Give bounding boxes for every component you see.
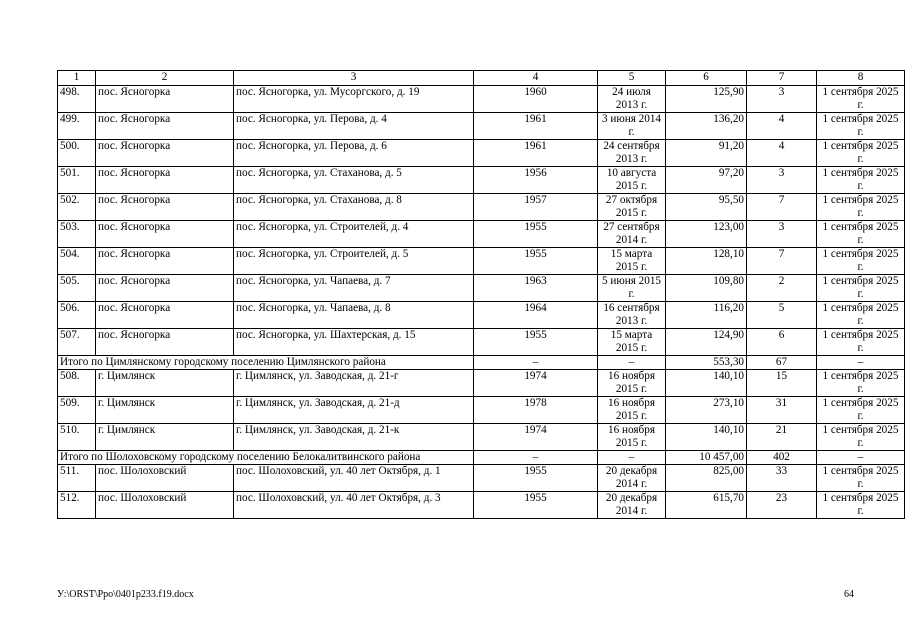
settlement: пос. Ясногорка [96, 302, 234, 329]
area: 91,20 [666, 140, 747, 167]
table-row [58, 248, 905, 275]
deadline: 1 сентября 2025 г. [817, 167, 905, 194]
area: 95,50 [666, 194, 747, 221]
row-number: 502. [58, 194, 96, 221]
subtotal-label: Итого по Цимлянскому городскому поселению Цимлянского района [58, 356, 474, 370]
survey-date: 27 октября 2015 г. [598, 194, 666, 221]
deadline: 1 сентября 2025 г. [817, 329, 905, 356]
settlement: пос. Ясногорка [96, 248, 234, 275]
survey-date: 3 июня 2014 г. [598, 113, 666, 140]
settlement: г. Цимлянск [96, 397, 234, 424]
residents: 21 [747, 424, 817, 451]
residents: 3 [747, 86, 817, 113]
table-row [58, 113, 905, 140]
column-header: 7 [747, 71, 817, 86]
survey-date: 15 марта 2015 г. [598, 248, 666, 275]
total-area: 10 457,00 [666, 451, 747, 465]
row-number: 500. [58, 140, 96, 167]
survey-date: 16 ноября 2015 г. [598, 370, 666, 397]
table-row [58, 492, 905, 519]
year-built: 1961 [474, 140, 598, 167]
total-area: 553,30 [666, 356, 747, 370]
settlement: пос. Ясногорка [96, 140, 234, 167]
address: пос. Ясногорка, ул. Чапаева, д. 8 [234, 302, 474, 329]
column-number-header-row [58, 71, 905, 86]
settlement: пос. Ясногорка [96, 329, 234, 356]
survey-date: 24 сентября 2013 г. [598, 140, 666, 167]
settlement: пос. Ясногорка [96, 194, 234, 221]
settlement: пос. Ясногорка [96, 113, 234, 140]
residents: 4 [747, 113, 817, 140]
deadline: 1 сентября 2025 г. [817, 86, 905, 113]
residents: 3 [747, 221, 817, 248]
address: пос. Ясногорка, ул. Чапаева, д. 7 [234, 275, 474, 302]
deadline: 1 сентября 2025 г. [817, 370, 905, 397]
deadline: 1 сентября 2025 г. [817, 113, 905, 140]
row-number: 511. [58, 465, 96, 492]
area: 615,70 [666, 492, 747, 519]
settlement: пос. Шолоховский [96, 492, 234, 519]
area: 128,10 [666, 248, 747, 275]
row-number: 504. [58, 248, 96, 275]
area: 140,10 [666, 424, 747, 451]
survey-date: 27 сентября 2014 г. [598, 221, 666, 248]
settlement: пос. Ясногорка [96, 221, 234, 248]
year-built: 1974 [474, 424, 598, 451]
area: 136,20 [666, 113, 747, 140]
deadline: 1 сентября 2025 г. [817, 397, 905, 424]
deadline: 1 сентября 2025 г. [817, 140, 905, 167]
area: 140,10 [666, 370, 747, 397]
residents: 7 [747, 248, 817, 275]
subtotal-label: Итого по Шолоховскому городскому поселению Белокалитвинского района [58, 451, 474, 465]
settlement: г. Цимлянск [96, 424, 234, 451]
row-number: 501. [58, 167, 96, 194]
address: г. Цимлянск, ул. Заводская, д. 21-к [234, 424, 474, 451]
table-row [58, 86, 905, 113]
year-built: 1961 [474, 113, 598, 140]
residents: 6 [747, 329, 817, 356]
total-year: – [474, 451, 598, 465]
row-number: 507. [58, 329, 96, 356]
column-header: 3 [234, 71, 474, 86]
row-number: 503. [58, 221, 96, 248]
settlement: пос. Ясногорка [96, 167, 234, 194]
total-year: – [474, 356, 598, 370]
survey-date: 16 ноября 2015 г. [598, 397, 666, 424]
survey-date: 20 декабря 2014 г. [598, 465, 666, 492]
survey-date: 20 декабря 2014 г. [598, 492, 666, 519]
total-deadline: – [817, 356, 905, 370]
settlement: пос. Ясногорка [96, 86, 234, 113]
document-file-path: У:\ORST\Ppo\0401p233.f19.docx [57, 589, 194, 600]
address: г. Цимлянск, ул. Заводская, д. 21-д [234, 397, 474, 424]
residents: 5 [747, 302, 817, 329]
table-row [58, 370, 905, 397]
year-built: 1978 [474, 397, 598, 424]
survey-date: 16 сентября 2013 г. [598, 302, 666, 329]
row-number: 506. [58, 302, 96, 329]
area: 125,90 [666, 86, 747, 113]
address: пос. Ясногорка, ул. Строителей, д. 4 [234, 221, 474, 248]
year-built: 1963 [474, 275, 598, 302]
column-header: 8 [817, 71, 905, 86]
total-date: – [598, 451, 666, 465]
year-built: 1974 [474, 370, 598, 397]
address: пос. Ясногорка, ул. Строителей, д. 5 [234, 248, 474, 275]
address: пос. Ясногорка, ул. Перова, д. 6 [234, 140, 474, 167]
row-number: 508. [58, 370, 96, 397]
row-number: 509. [58, 397, 96, 424]
address: пос. Ясногорка, ул. Мусоргского, д. 19 [234, 86, 474, 113]
row-number: 498. [58, 86, 96, 113]
deadline: 1 сентября 2025 г. [817, 248, 905, 275]
area: 109,80 [666, 275, 747, 302]
table-row [58, 167, 905, 194]
row-number: 499. [58, 113, 96, 140]
address: пос. Ясногорка, ул. Стаханова, д. 8 [234, 194, 474, 221]
area: 273,10 [666, 397, 747, 424]
table-body [58, 86, 905, 519]
row-number: 510. [58, 424, 96, 451]
year-built: 1957 [474, 194, 598, 221]
survey-date: 24 июля 2013 г. [598, 86, 666, 113]
residents: 4 [747, 140, 817, 167]
year-built: 1955 [474, 465, 598, 492]
year-built: 1955 [474, 329, 598, 356]
settlement: пос. Ясногорка [96, 275, 234, 302]
table-row [58, 302, 905, 329]
deadline: 1 сентября 2025 г. [817, 302, 905, 329]
residents: 3 [747, 167, 817, 194]
survey-date: 10 августа 2015 г. [598, 167, 666, 194]
area: 124,90 [666, 329, 747, 356]
column-header: 5 [598, 71, 666, 86]
settlement: г. Цимлянск [96, 370, 234, 397]
survey-date: 15 марта 2015 г. [598, 329, 666, 356]
address: пос. Шолоховский, ул. 40 лет Октября, д. 1 [234, 465, 474, 492]
residents: 15 [747, 370, 817, 397]
year-built: 1956 [474, 167, 598, 194]
residents: 7 [747, 194, 817, 221]
year-built: 1964 [474, 302, 598, 329]
year-built: 1955 [474, 248, 598, 275]
residents: 31 [747, 397, 817, 424]
deadline: 1 сентября 2025 г. [817, 424, 905, 451]
deadline: 1 сентября 2025 г. [817, 465, 905, 492]
table-row [58, 424, 905, 451]
survey-date: 5 июня 2015 г. [598, 275, 666, 302]
column-header: 6 [666, 71, 747, 86]
address: пос. Ясногорка, ул. Перова, д. 4 [234, 113, 474, 140]
residents: 33 [747, 465, 817, 492]
total-date: – [598, 356, 666, 370]
table-row [58, 140, 905, 167]
row-number: 512. [58, 492, 96, 519]
year-built: 1955 [474, 221, 598, 248]
residents: 2 [747, 275, 817, 302]
address: пос. Ясногорка, ул. Стаханова, д. 5 [234, 167, 474, 194]
residents: 23 [747, 492, 817, 519]
table-row [58, 221, 905, 248]
table-row [58, 275, 905, 302]
total-deadline: – [817, 451, 905, 465]
survey-date: 16 ноября 2015 г. [598, 424, 666, 451]
subtotal-row [58, 356, 905, 370]
column-header: 2 [96, 71, 234, 86]
total-residents: 402 [747, 451, 817, 465]
address: пос. Шолоховский, ул. 40 лет Октября, д. 3 [234, 492, 474, 519]
deadline: 1 сентября 2025 г. [817, 194, 905, 221]
address: пос. Ясногорка, ул. Шахтерская, д. 15 [234, 329, 474, 356]
deadline: 1 сентября 2025 г. [817, 275, 905, 302]
address: г. Цимлянск, ул. Заводская, д. 21-г [234, 370, 474, 397]
table-row [58, 194, 905, 221]
area: 123,00 [666, 221, 747, 248]
area: 116,20 [666, 302, 747, 329]
page-number: 64 [844, 589, 854, 600]
area: 97,20 [666, 167, 747, 194]
total-residents: 67 [747, 356, 817, 370]
table-row [58, 397, 905, 424]
year-built: 1960 [474, 86, 598, 113]
year-built: 1955 [474, 492, 598, 519]
table-row [58, 329, 905, 356]
column-header: 4 [474, 71, 598, 86]
row-number: 505. [58, 275, 96, 302]
table-row [58, 465, 905, 492]
column-header: 1 [58, 71, 96, 86]
deadline: 1 сентября 2025 г. [817, 221, 905, 248]
settlement: пос. Шолоховский [96, 465, 234, 492]
deadline: 1 сентября 2025 г. [817, 492, 905, 519]
housing-register-table [57, 70, 905, 519]
subtotal-row [58, 451, 905, 465]
area: 825,00 [666, 465, 747, 492]
